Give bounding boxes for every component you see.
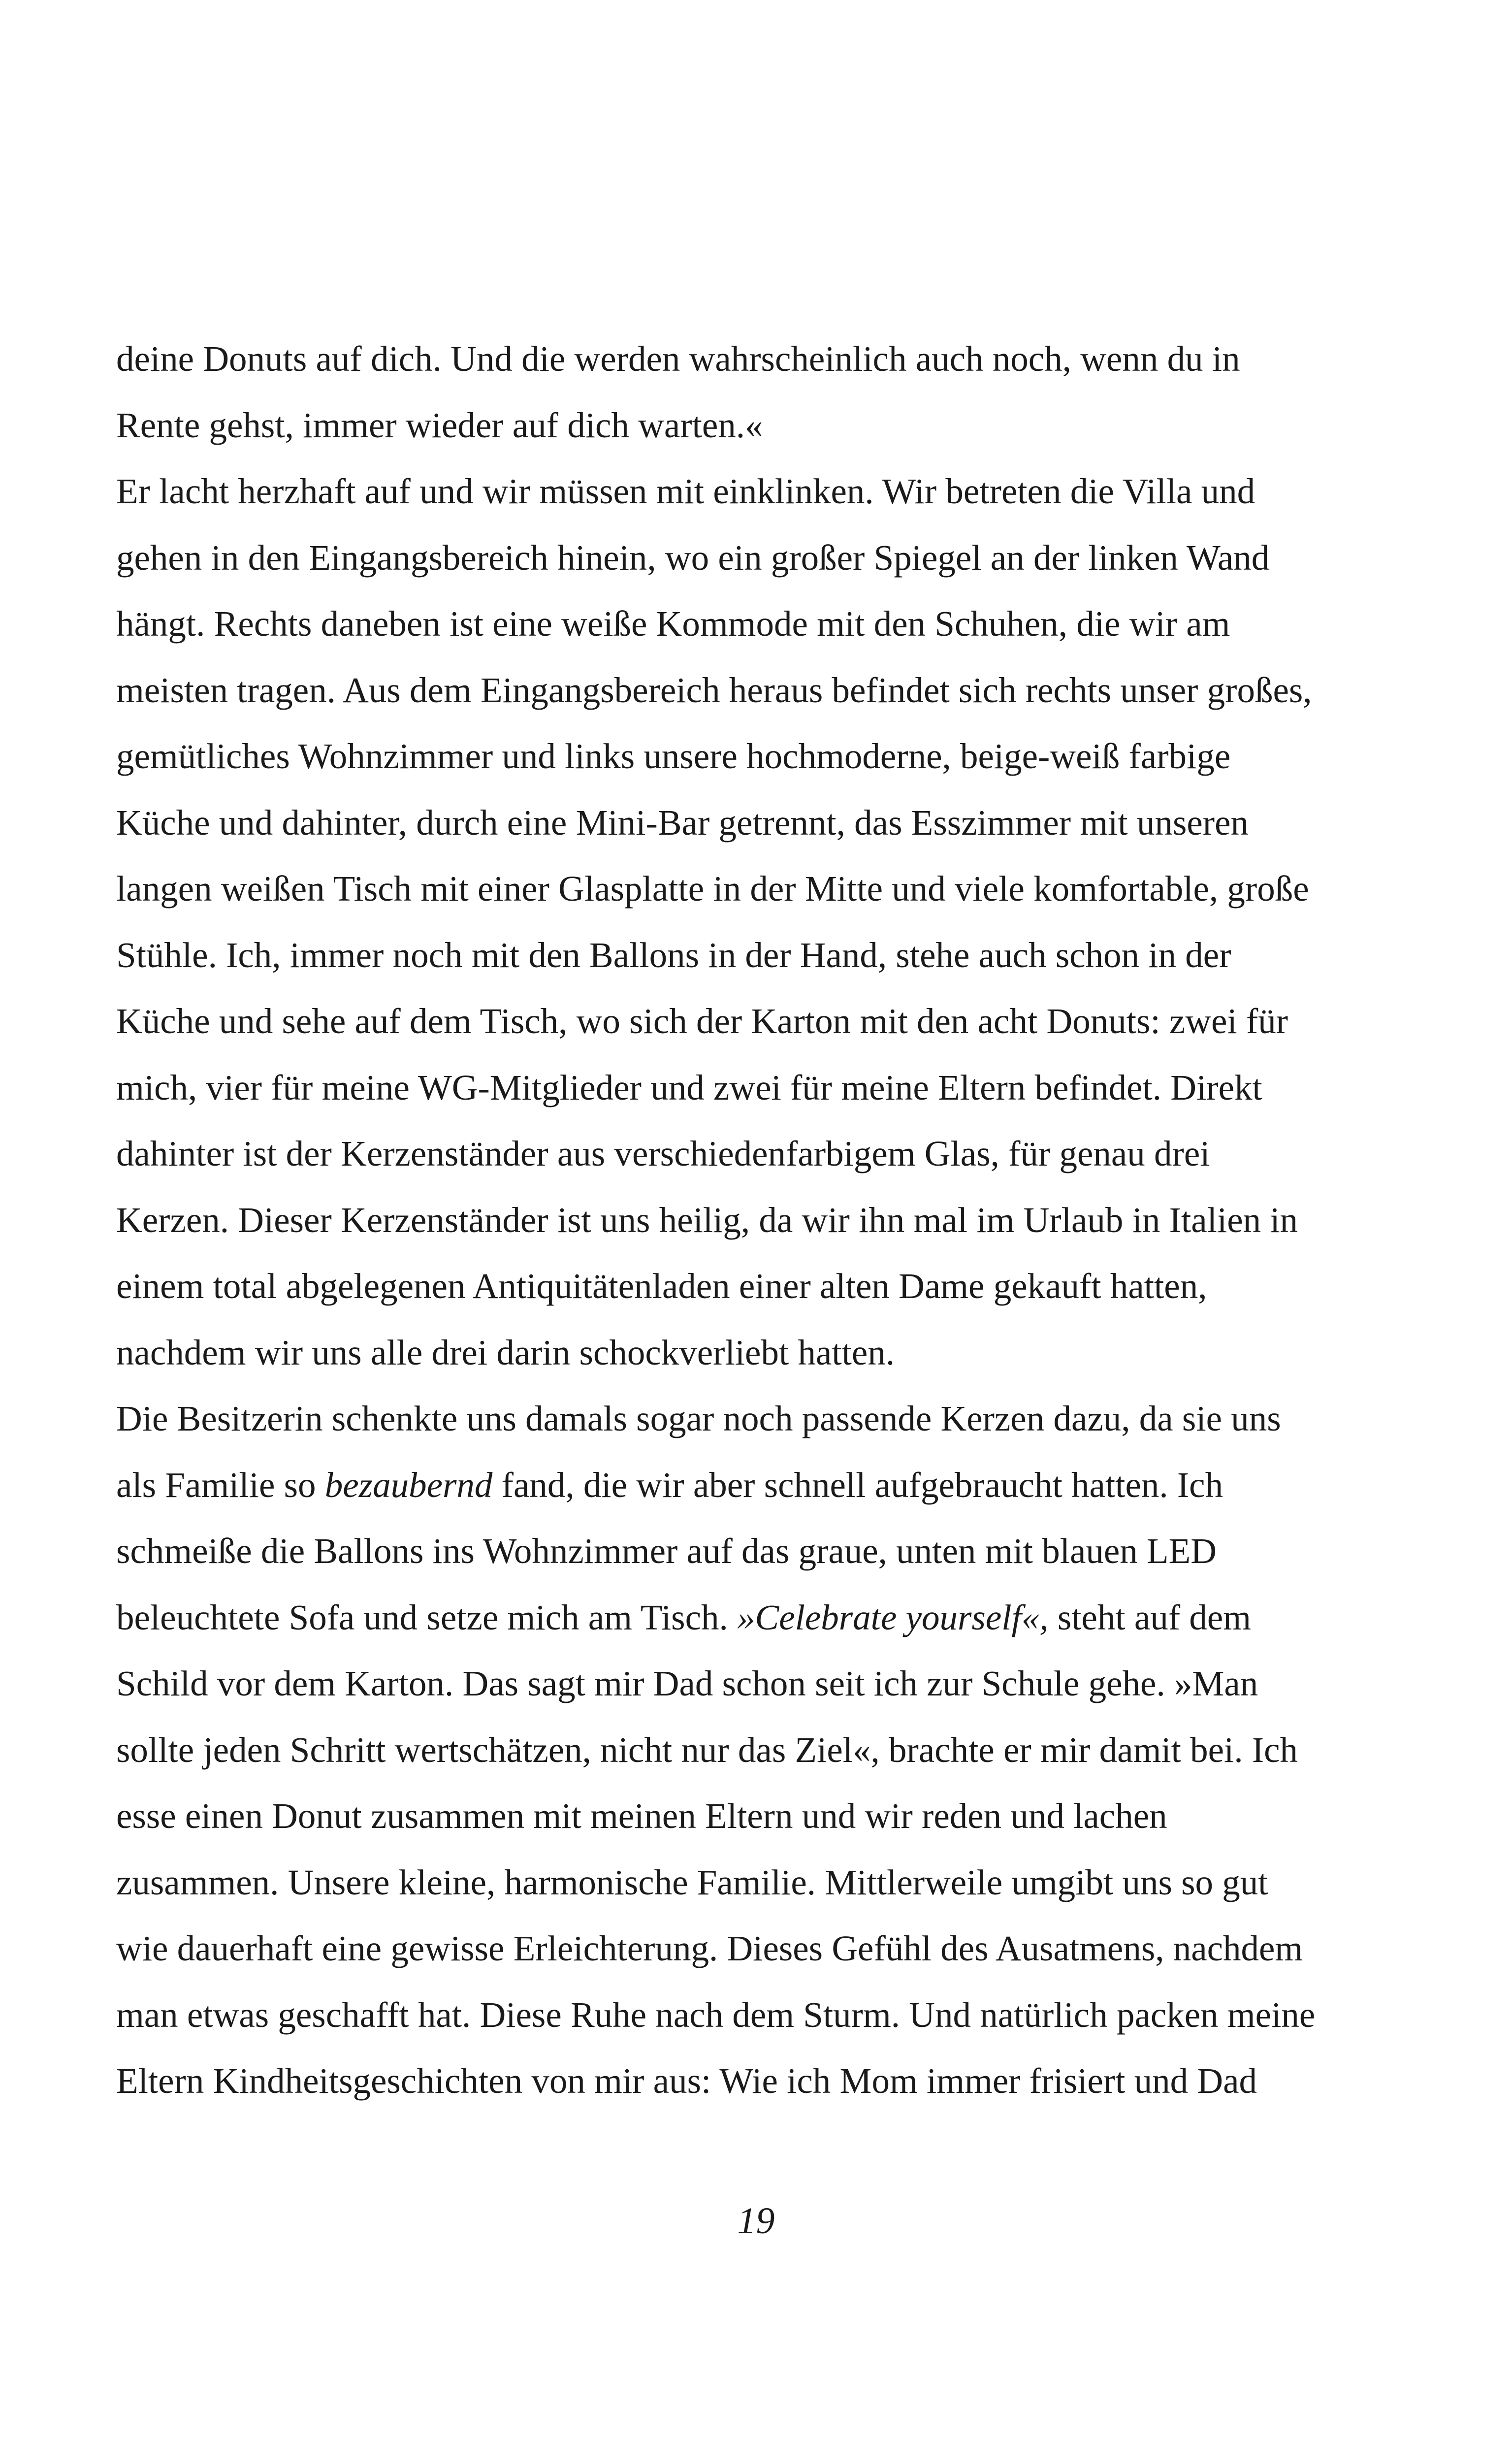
text-run: einem total abgelegenen Antiquitätenladen einer alten Dame gekauft hatten, bbox=[116, 1266, 1207, 1306]
text-run: steht auf dem bbox=[1048, 1597, 1252, 1637]
text-run: zusammen. Unsere kleine, harmonische Familie. Mittlerweile umgibt uns so gut bbox=[116, 1862, 1268, 1902]
text-run: Eltern Kindheitsgeschichten von mir aus: Wie ich Mom immer frisiert und Dad bbox=[116, 2061, 1257, 2101]
text-line bbox=[116, 1121, 1406, 1187]
text-line bbox=[116, 326, 1406, 392]
text-line bbox=[116, 1585, 1406, 1651]
text-line bbox=[116, 1850, 1406, 1916]
text-line bbox=[116, 856, 1406, 922]
text-run: langen weißen Tisch mit einer Glasplatte in der Mitte und viele komfortable, große bbox=[116, 869, 1309, 909]
text-run: als Familie so bbox=[116, 1465, 325, 1505]
text-line bbox=[116, 922, 1406, 989]
text-line bbox=[116, 790, 1406, 856]
text-line bbox=[116, 988, 1406, 1055]
text-line bbox=[116, 1783, 1406, 1850]
italic-text-run: »Celebrate yourself«, bbox=[737, 1597, 1049, 1637]
text-run: beleuchtete Sofa und setze mich am Tisch. bbox=[116, 1597, 737, 1637]
text-run: dahinter ist der Kerzenständer aus verschiedenfarbigem Glas, für genau drei bbox=[116, 1134, 1210, 1173]
text-run: gehen in den Eingangsbereich hinein, wo ein großer Spiegel an der linken Wand bbox=[116, 537, 1270, 578]
text-run: schmeiße die Ballons ins Wohnzimmer auf das graue, unten mit blauen LED bbox=[116, 1531, 1217, 1571]
text-line bbox=[116, 657, 1406, 724]
text-run: gemütliches Wohnzimmer und links unsere hochmoderne, beige-weiß farbige bbox=[116, 736, 1231, 776]
text-run: Stühle. Ich, immer noch mit den Ballons in der Hand, stehe auch schon in der bbox=[116, 935, 1231, 975]
text-line bbox=[116, 1982, 1406, 2049]
text-line bbox=[116, 1916, 1406, 1982]
text-run: hängt. Rechts daneben ist eine weiße Kommode mit den Schuhen, die wir am bbox=[116, 604, 1230, 644]
text-run: fand, die wir aber schnell aufgebraucht hatten. Ich bbox=[492, 1465, 1223, 1505]
text-line bbox=[116, 1320, 1406, 1386]
text-run: man etwas geschafft hat. Diese Ruhe nach dem Sturm. Und natürlich packen meine bbox=[116, 1994, 1316, 2035]
text-line bbox=[116, 392, 1406, 459]
text-line bbox=[116, 1651, 1406, 1717]
text-line bbox=[116, 1253, 1406, 1320]
text-run: mich, vier für meine WG-Mitglieder und zwei für meine Eltern befindet. Direkt bbox=[116, 1067, 1262, 1107]
text-line bbox=[116, 2048, 1406, 2115]
text-line bbox=[116, 1386, 1406, 1452]
text-run: wie dauerhaft eine gewisse Erleichterung. Dieses Gefühl des Ausatmens, nachdem bbox=[116, 1928, 1303, 1968]
text-line bbox=[116, 1187, 1406, 1254]
text-run: nachdem wir uns alle drei darin schockverliebt hatten. bbox=[116, 1332, 895, 1372]
page-number: 19 bbox=[737, 2200, 775, 2242]
text-line bbox=[116, 525, 1406, 591]
text-run: esse einen Donut zusammen mit meinen Eltern und wir reden und lachen bbox=[116, 1796, 1167, 1836]
text-run: Küche und dahinter, durch eine Mini-Bar getrennt, das Esszimmer mit unseren bbox=[116, 802, 1249, 843]
text-line bbox=[116, 458, 1406, 525]
text-run: Kerzen. Dieser Kerzenständer ist uns heilig, da wir ihn mal im Urlaub in Italien in bbox=[116, 1200, 1298, 1240]
text-line bbox=[116, 1518, 1406, 1585]
text-run: meisten tragen. Aus dem Eingangsbereich heraus befindet sich rechts unser großes, bbox=[116, 670, 1312, 710]
italic-text-run: bezaubernd bbox=[324, 1465, 493, 1505]
text-run: Schild vor dem Karton. Das sagt mir Dad schon seit ich zur Schule gehe. »Man bbox=[116, 1663, 1258, 1703]
text-line bbox=[116, 1717, 1406, 1784]
text-line bbox=[116, 591, 1406, 657]
text-run: Die Besitzerin schenkte uns damals sogar noch passende Kerzen dazu, da sie uns bbox=[116, 1399, 1281, 1438]
text-line bbox=[116, 1055, 1406, 1121]
text-run: Er lacht herzhaft auf und wir müssen mit einklinken. Wir betreten die Villa und bbox=[116, 471, 1255, 511]
text-run: Küche und sehe auf dem Tisch, wo sich der Karton mit den acht Donuts: zwei für bbox=[116, 1001, 1288, 1041]
text-run: deine Donuts auf dich. Und die werden wahrscheinlich auch noch, wenn du in bbox=[116, 339, 1240, 379]
text-run: sollte jeden Schritt wertschätzen, nicht nur das Ziel«, brachte er mir damit bei. Ich bbox=[116, 1729, 1298, 1770]
body-text bbox=[116, 326, 1406, 2115]
text-run: Rente gehst, immer wieder auf dich warten.« bbox=[116, 405, 763, 445]
text-line bbox=[116, 723, 1406, 790]
text-line bbox=[116, 1452, 1406, 1519]
